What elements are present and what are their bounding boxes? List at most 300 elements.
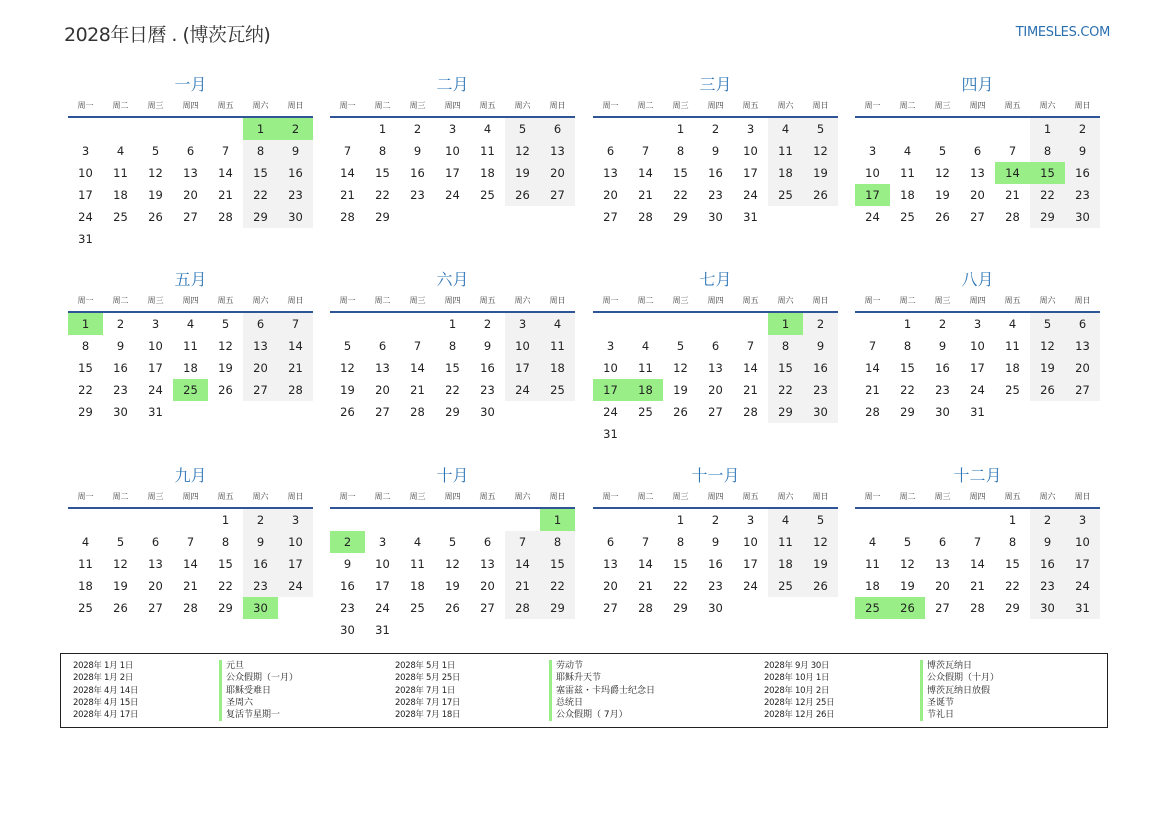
day-cell[interactable]: 27 bbox=[148, 601, 163, 615]
day-cell[interactable]: 3 bbox=[1065, 509, 1100, 531]
day-cell[interactable]: 17 bbox=[78, 188, 93, 202]
day-cell[interactable]: 15 bbox=[218, 557, 233, 571]
day-cell[interactable]: 27 bbox=[708, 405, 723, 419]
day-cell[interactable]: 26 bbox=[218, 383, 233, 397]
day-cell[interactable]: 14 bbox=[410, 361, 425, 375]
day-cell-holiday[interactable]: 25 bbox=[855, 597, 890, 619]
day-cell[interactable]: 18 bbox=[480, 166, 495, 180]
day-cell[interactable]: 7 bbox=[505, 531, 540, 553]
day-cell[interactable]: 2 bbox=[243, 509, 278, 531]
day-cell[interactable]: 23 bbox=[113, 383, 128, 397]
day-cell[interactable]: 20 bbox=[935, 579, 950, 593]
day-cell[interactable]: 6 bbox=[973, 144, 982, 158]
day-cell[interactable]: 23 bbox=[340, 601, 355, 615]
day-cell[interactable]: 29 bbox=[445, 405, 460, 419]
day-cell[interactable]: 28 bbox=[638, 210, 653, 224]
day-cell[interactable]: 8 bbox=[448, 339, 457, 353]
day-cell[interactable]: 18 bbox=[113, 188, 128, 202]
day-cell[interactable]: 2 bbox=[938, 317, 947, 331]
day-cell[interactable]: 24 bbox=[743, 579, 758, 593]
day-cell[interactable]: 1 bbox=[903, 317, 912, 331]
day-cell[interactable]: 26 bbox=[148, 210, 163, 224]
day-cell[interactable]: 21 bbox=[410, 383, 425, 397]
day-cell[interactable]: 30 bbox=[1065, 206, 1100, 228]
day-cell[interactable]: 21 bbox=[970, 579, 985, 593]
day-cell[interactable]: 21 bbox=[743, 383, 758, 397]
day-cell[interactable]: 15 bbox=[768, 357, 803, 379]
day-cell[interactable]: 11 bbox=[900, 166, 915, 180]
day-cell-holiday[interactable]: 1 bbox=[243, 118, 278, 140]
day-cell[interactable]: 6 bbox=[483, 535, 492, 549]
day-cell[interactable]: 4 bbox=[540, 313, 575, 335]
day-cell[interactable]: 14 bbox=[743, 361, 758, 375]
day-cell[interactable]: 10 bbox=[603, 361, 618, 375]
day-cell[interactable]: 18 bbox=[540, 357, 575, 379]
day-cell[interactable]: 14 bbox=[970, 557, 985, 571]
day-cell[interactable]: 29 bbox=[768, 401, 803, 423]
day-cell[interactable]: 25 bbox=[540, 379, 575, 401]
day-cell[interactable]: 3 bbox=[505, 313, 540, 335]
day-cell[interactable]: 26 bbox=[803, 184, 838, 206]
day-cell[interactable]: 28 bbox=[340, 210, 355, 224]
day-cell[interactable]: 17 bbox=[743, 557, 758, 571]
day-cell[interactable]: 22 bbox=[243, 184, 278, 206]
day-cell[interactable]: 4 bbox=[641, 339, 650, 353]
day-cell[interactable]: 23 bbox=[243, 575, 278, 597]
day-cell[interactable]: 11 bbox=[410, 557, 425, 571]
day-cell[interactable]: 9 bbox=[803, 335, 838, 357]
day-cell[interactable]: 8 bbox=[903, 339, 912, 353]
day-cell[interactable]: 7 bbox=[1008, 144, 1017, 158]
day-cell[interactable]: 21 bbox=[505, 575, 540, 597]
day-cell[interactable]: 6 bbox=[606, 535, 615, 549]
day-cell[interactable]: 17 bbox=[278, 553, 313, 575]
day-cell[interactable]: 12 bbox=[445, 557, 460, 571]
day-cell[interactable]: 7 bbox=[746, 339, 755, 353]
day-cell[interactable]: 7 bbox=[278, 313, 313, 335]
day-cell[interactable]: 22 bbox=[1005, 579, 1020, 593]
day-cell[interactable]: 29 bbox=[900, 405, 915, 419]
day-cell[interactable]: 3 bbox=[606, 339, 615, 353]
day-cell[interactable]: 31 bbox=[743, 210, 758, 224]
day-cell[interactable]: 9 bbox=[483, 339, 492, 353]
day-cell[interactable]: 5 bbox=[343, 339, 352, 353]
day-cell[interactable]: 1 bbox=[1030, 118, 1065, 140]
day-cell[interactable]: 23 bbox=[803, 379, 838, 401]
day-cell[interactable]: 19 bbox=[218, 361, 233, 375]
day-cell[interactable]: 10 bbox=[445, 144, 460, 158]
day-cell[interactable]: 13 bbox=[375, 361, 390, 375]
day-cell-holiday[interactable]: 26 bbox=[890, 597, 925, 619]
day-cell[interactable]: 3 bbox=[151, 317, 160, 331]
day-cell[interactable]: 5 bbox=[803, 118, 838, 140]
day-cell[interactable]: 30 bbox=[340, 623, 355, 637]
day-cell[interactable]: 12 bbox=[218, 339, 233, 353]
day-cell[interactable]: 21 bbox=[278, 357, 313, 379]
day-cell[interactable]: 10 bbox=[743, 535, 758, 549]
day-cell[interactable]: 24 bbox=[148, 383, 163, 397]
day-cell[interactable]: 24 bbox=[865, 210, 880, 224]
day-cell[interactable]: 12 bbox=[113, 557, 128, 571]
day-cell[interactable]: 19 bbox=[803, 162, 838, 184]
day-cell[interactable]: 11 bbox=[865, 557, 880, 571]
day-cell[interactable]: 4 bbox=[768, 509, 803, 531]
day-cell[interactable]: 3 bbox=[746, 122, 755, 136]
day-cell-holiday[interactable]: 1 bbox=[68, 313, 103, 335]
day-cell[interactable]: 18 bbox=[78, 579, 93, 593]
day-cell[interactable]: 9 bbox=[711, 535, 720, 549]
day-cell[interactable]: 7 bbox=[868, 339, 877, 353]
day-cell[interactable]: 12 bbox=[340, 361, 355, 375]
day-cell[interactable]: 16 bbox=[113, 361, 128, 375]
day-cell[interactable]: 22 bbox=[375, 188, 390, 202]
day-cell[interactable]: 18 bbox=[865, 579, 880, 593]
day-cell[interactable]: 29 bbox=[1030, 206, 1065, 228]
day-cell[interactable]: 17 bbox=[970, 361, 985, 375]
day-cell[interactable]: 9 bbox=[116, 339, 125, 353]
day-cell[interactable]: 5 bbox=[1030, 313, 1065, 335]
day-cell[interactable]: 9 bbox=[413, 144, 422, 158]
day-cell[interactable]: 25 bbox=[78, 601, 93, 615]
day-cell[interactable]: 25 bbox=[113, 210, 128, 224]
day-cell[interactable]: 9 bbox=[1065, 140, 1100, 162]
day-cell[interactable]: 31 bbox=[603, 427, 618, 441]
day-cell[interactable]: 4 bbox=[81, 535, 90, 549]
day-cell[interactable]: 20 bbox=[708, 383, 723, 397]
day-cell[interactable]: 18 bbox=[1005, 361, 1020, 375]
day-cell[interactable]: 8 bbox=[221, 535, 230, 549]
day-cell[interactable]: 12 bbox=[148, 166, 163, 180]
day-cell[interactable]: 12 bbox=[1030, 335, 1065, 357]
day-cell[interactable]: 13 bbox=[935, 557, 950, 571]
day-cell[interactable]: 14 bbox=[218, 166, 233, 180]
day-cell[interactable]: 16 bbox=[803, 357, 838, 379]
day-cell[interactable]: 20 bbox=[183, 188, 198, 202]
day-cell[interactable]: 16 bbox=[708, 557, 723, 571]
day-cell[interactable]: 7 bbox=[973, 535, 982, 549]
day-cell[interactable]: 9 bbox=[711, 144, 720, 158]
day-cell[interactable]: 29 bbox=[243, 206, 278, 228]
day-cell[interactable]: 19 bbox=[148, 188, 163, 202]
day-cell[interactable]: 11 bbox=[183, 339, 198, 353]
day-cell[interactable]: 19 bbox=[900, 579, 915, 593]
day-cell[interactable]: 15 bbox=[1005, 557, 1020, 571]
day-cell[interactable]: 19 bbox=[673, 383, 688, 397]
day-cell[interactable]: 6 bbox=[540, 118, 575, 140]
day-cell[interactable]: 20 bbox=[1065, 357, 1100, 379]
day-cell[interactable]: 1 bbox=[676, 513, 685, 527]
day-cell[interactable]: 7 bbox=[221, 144, 230, 158]
day-cell[interactable]: 7 bbox=[641, 144, 650, 158]
day-cell[interactable]: 18 bbox=[768, 553, 803, 575]
day-cell[interactable]: 20 bbox=[603, 579, 618, 593]
day-cell[interactable]: 9 bbox=[1030, 531, 1065, 553]
day-cell[interactable]: 24 bbox=[375, 601, 390, 615]
day-cell[interactable]: 19 bbox=[505, 162, 540, 184]
day-cell[interactable]: 25 bbox=[638, 405, 653, 419]
day-cell[interactable]: 27 bbox=[480, 601, 495, 615]
day-cell[interactable]: 13 bbox=[183, 166, 198, 180]
day-cell[interactable]: 28 bbox=[183, 601, 198, 615]
day-cell[interactable]: 13 bbox=[148, 557, 163, 571]
day-cell[interactable]: 27 bbox=[243, 379, 278, 401]
day-cell[interactable]: 26 bbox=[803, 575, 838, 597]
day-cell[interactable]: 7 bbox=[413, 339, 422, 353]
day-cell[interactable]: 20 bbox=[480, 579, 495, 593]
day-cell[interactable]: 25 bbox=[900, 210, 915, 224]
day-cell[interactable]: 27 bbox=[375, 405, 390, 419]
day-cell[interactable]: 31 bbox=[148, 405, 163, 419]
day-cell[interactable]: 14 bbox=[638, 166, 653, 180]
day-cell[interactable]: 11 bbox=[638, 361, 653, 375]
day-cell[interactable]: 11 bbox=[113, 166, 128, 180]
day-cell-holiday[interactable]: 1 bbox=[768, 313, 803, 335]
day-cell[interactable]: 1 bbox=[378, 122, 387, 136]
day-cell[interactable]: 21 bbox=[218, 188, 233, 202]
day-cell[interactable]: 27 bbox=[935, 601, 950, 615]
day-cell[interactable]: 6 bbox=[186, 144, 195, 158]
day-cell[interactable]: 23 bbox=[708, 188, 723, 202]
day-cell[interactable]: 17 bbox=[375, 579, 390, 593]
day-cell[interactable]: 13 bbox=[603, 166, 618, 180]
day-cell[interactable]: 23 bbox=[1065, 184, 1100, 206]
day-cell[interactable]: 30 bbox=[480, 405, 495, 419]
day-cell[interactable]: 26 bbox=[673, 405, 688, 419]
day-cell[interactable]: 24 bbox=[1065, 575, 1100, 597]
day-cell[interactable]: 10 bbox=[505, 335, 540, 357]
day-cell[interactable]: 22 bbox=[900, 383, 915, 397]
day-cell[interactable]: 4 bbox=[483, 122, 492, 136]
day-cell[interactable]: 5 bbox=[505, 118, 540, 140]
day-cell[interactable]: 20 bbox=[540, 162, 575, 184]
day-cell[interactable]: 27 bbox=[540, 184, 575, 206]
day-cell[interactable]: 16 bbox=[340, 579, 355, 593]
day-cell[interactable]: 23 bbox=[935, 383, 950, 397]
day-cell[interactable]: 22 bbox=[673, 188, 688, 202]
day-cell[interactable]: 5 bbox=[151, 144, 160, 158]
day-cell-holiday[interactable]: 17 bbox=[593, 379, 628, 401]
day-cell[interactable]: 6 bbox=[938, 535, 947, 549]
day-cell[interactable]: 1 bbox=[448, 317, 457, 331]
day-cell[interactable]: 7 bbox=[641, 535, 650, 549]
day-cell[interactable]: 13 bbox=[708, 361, 723, 375]
day-cell-holiday[interactable]: 1 bbox=[540, 509, 575, 531]
day-cell[interactable]: 4 bbox=[186, 317, 195, 331]
day-cell[interactable]: 8 bbox=[540, 531, 575, 553]
day-cell[interactable]: 10 bbox=[970, 339, 985, 353]
day-cell[interactable]: 9 bbox=[278, 140, 313, 162]
day-cell[interactable]: 17 bbox=[505, 357, 540, 379]
day-cell[interactable]: 18 bbox=[410, 579, 425, 593]
day-cell[interactable]: 6 bbox=[378, 339, 387, 353]
day-cell[interactable]: 17 bbox=[445, 166, 460, 180]
day-cell[interactable]: 5 bbox=[676, 339, 685, 353]
day-cell-holiday[interactable]: 15 bbox=[1030, 162, 1065, 184]
day-cell[interactable]: 28 bbox=[278, 379, 313, 401]
day-cell[interactable]: 2 bbox=[413, 122, 422, 136]
day-cell[interactable]: 3 bbox=[868, 144, 877, 158]
day-cell[interactable]: 22 bbox=[1030, 184, 1065, 206]
day-cell[interactable]: 24 bbox=[970, 383, 985, 397]
day-cell[interactable]: 5 bbox=[448, 535, 457, 549]
day-cell[interactable]: 9 bbox=[243, 531, 278, 553]
day-cell[interactable]: 14 bbox=[505, 553, 540, 575]
day-cell[interactable]: 21 bbox=[638, 579, 653, 593]
day-cell[interactable]: 26 bbox=[113, 601, 128, 615]
day-cell[interactable]: 12 bbox=[900, 557, 915, 571]
day-cell[interactable]: 29 bbox=[375, 210, 390, 224]
day-cell[interactable]: 17 bbox=[743, 166, 758, 180]
day-cell[interactable]: 10 bbox=[865, 166, 880, 180]
day-cell[interactable]: 15 bbox=[673, 166, 688, 180]
day-cell[interactable]: 24 bbox=[445, 188, 460, 202]
day-cell[interactable]: 15 bbox=[243, 162, 278, 184]
day-cell[interactable]: 29 bbox=[673, 601, 688, 615]
day-cell[interactable]: 15 bbox=[673, 557, 688, 571]
day-cell[interactable]: 23 bbox=[708, 579, 723, 593]
day-cell[interactable]: 29 bbox=[1005, 601, 1020, 615]
day-cell-holiday[interactable]: 25 bbox=[173, 379, 208, 401]
day-cell[interactable]: 15 bbox=[900, 361, 915, 375]
day-cell[interactable]: 14 bbox=[183, 557, 198, 571]
day-cell[interactable]: 3 bbox=[448, 122, 457, 136]
day-cell[interactable]: 9 bbox=[938, 339, 947, 353]
day-cell[interactable]: 11 bbox=[78, 557, 93, 571]
day-cell[interactable]: 25 bbox=[768, 184, 803, 206]
day-cell[interactable]: 7 bbox=[343, 144, 352, 158]
day-cell[interactable]: 28 bbox=[638, 601, 653, 615]
day-cell[interactable]: 8 bbox=[768, 335, 803, 357]
day-cell[interactable]: 16 bbox=[708, 166, 723, 180]
day-cell[interactable]: 26 bbox=[505, 184, 540, 206]
day-cell[interactable]: 20 bbox=[603, 188, 618, 202]
day-cell[interactable]: 19 bbox=[445, 579, 460, 593]
day-cell[interactable]: 5 bbox=[803, 509, 838, 531]
day-cell[interactable]: 5 bbox=[221, 317, 230, 331]
day-cell-holiday[interactable]: 18 bbox=[628, 379, 663, 401]
day-cell[interactable]: 2 bbox=[1065, 118, 1100, 140]
day-cell[interactable]: 11 bbox=[1005, 339, 1020, 353]
day-cell[interactable]: 10 bbox=[1065, 531, 1100, 553]
day-cell[interactable]: 21 bbox=[865, 383, 880, 397]
day-cell[interactable]: 8 bbox=[1030, 140, 1065, 162]
day-cell[interactable]: 1 bbox=[1008, 513, 1017, 527]
day-cell[interactable]: 31 bbox=[970, 405, 985, 419]
day-cell[interactable]: 12 bbox=[803, 531, 838, 553]
day-cell[interactable]: 25 bbox=[480, 188, 495, 202]
day-cell-holiday[interactable]: 14 bbox=[995, 162, 1030, 184]
day-cell[interactable]: 22 bbox=[218, 579, 233, 593]
day-cell[interactable]: 15 bbox=[78, 361, 93, 375]
day-cell[interactable]: 9 bbox=[343, 557, 352, 571]
day-cell[interactable]: 11 bbox=[480, 144, 495, 158]
day-cell[interactable]: 4 bbox=[868, 535, 877, 549]
day-cell[interactable]: 2 bbox=[711, 122, 720, 136]
day-cell[interactable]: 28 bbox=[865, 405, 880, 419]
day-cell[interactable]: 28 bbox=[1005, 210, 1020, 224]
day-cell[interactable]: 28 bbox=[218, 210, 233, 224]
day-cell[interactable]: 19 bbox=[340, 383, 355, 397]
day-cell[interactable]: 27 bbox=[603, 210, 618, 224]
day-cell[interactable]: 26 bbox=[445, 601, 460, 615]
day-cell[interactable]: 30 bbox=[803, 401, 838, 423]
day-cell[interactable]: 13 bbox=[603, 557, 618, 571]
day-cell[interactable]: 19 bbox=[113, 579, 128, 593]
day-cell[interactable]: 3 bbox=[378, 535, 387, 549]
day-cell[interactable]: 15 bbox=[540, 553, 575, 575]
day-cell[interactable]: 17 bbox=[1065, 553, 1100, 575]
day-cell[interactable]: 26 bbox=[1030, 379, 1065, 401]
day-cell[interactable]: 13 bbox=[480, 557, 495, 571]
day-cell[interactable]: 22 bbox=[445, 383, 460, 397]
day-cell[interactable]: 18 bbox=[900, 188, 915, 202]
day-cell[interactable]: 26 bbox=[340, 405, 355, 419]
day-cell[interactable]: 16 bbox=[243, 553, 278, 575]
day-cell[interactable]: 22 bbox=[540, 575, 575, 597]
day-cell[interactable]: 18 bbox=[183, 361, 198, 375]
day-cell[interactable]: 22 bbox=[673, 579, 688, 593]
day-cell[interactable]: 31 bbox=[1065, 597, 1100, 619]
day-cell[interactable]: 3 bbox=[278, 509, 313, 531]
day-cell[interactable]: 19 bbox=[803, 553, 838, 575]
day-cell[interactable]: 24 bbox=[743, 188, 758, 202]
day-cell[interactable]: 12 bbox=[935, 166, 950, 180]
day-cell[interactable]: 17 bbox=[148, 361, 163, 375]
day-cell[interactable]: 7 bbox=[186, 535, 195, 549]
day-cell[interactable]: 27 bbox=[1065, 379, 1100, 401]
day-cell[interactable]: 3 bbox=[81, 144, 90, 158]
day-cell[interactable]: 11 bbox=[768, 531, 803, 553]
day-cell[interactable]: 1 bbox=[221, 513, 230, 527]
day-cell[interactable]: 3 bbox=[973, 317, 982, 331]
day-cell[interactable]: 18 bbox=[768, 162, 803, 184]
day-cell[interactable]: 8 bbox=[243, 140, 278, 162]
day-cell[interactable]: 21 bbox=[183, 579, 198, 593]
day-cell[interactable]: 29 bbox=[673, 210, 688, 224]
day-cell[interactable]: 14 bbox=[278, 335, 313, 357]
day-cell[interactable]: 14 bbox=[865, 361, 880, 375]
day-cell[interactable]: 27 bbox=[183, 210, 198, 224]
day-cell[interactable]: 20 bbox=[970, 188, 985, 202]
day-cell[interactable]: 4 bbox=[903, 144, 912, 158]
site-link[interactable]: TIMESLES.COM bbox=[1015, 25, 1110, 40]
day-cell[interactable]: 25 bbox=[768, 575, 803, 597]
day-cell[interactable]: 28 bbox=[970, 601, 985, 615]
day-cell[interactable]: 13 bbox=[243, 335, 278, 357]
day-cell[interactable]: 28 bbox=[505, 597, 540, 619]
day-cell[interactable]: 6 bbox=[151, 535, 160, 549]
day-cell[interactable]: 22 bbox=[768, 379, 803, 401]
day-cell[interactable]: 19 bbox=[1030, 357, 1065, 379]
day-cell[interactable]: 10 bbox=[148, 339, 163, 353]
day-cell[interactable]: 28 bbox=[410, 405, 425, 419]
day-cell[interactable]: 2 bbox=[116, 317, 125, 331]
day-cell[interactable]: 29 bbox=[540, 597, 575, 619]
day-cell[interactable]: 24 bbox=[603, 405, 618, 419]
day-cell[interactable]: 1 bbox=[676, 122, 685, 136]
day-cell-holiday[interactable]: 17 bbox=[855, 184, 890, 206]
day-cell[interactable]: 31 bbox=[375, 623, 390, 637]
day-cell[interactable]: 30 bbox=[708, 601, 723, 615]
day-cell[interactable]: 16 bbox=[410, 166, 425, 180]
day-cell[interactable]: 2 bbox=[803, 313, 838, 335]
day-cell[interactable]: 14 bbox=[638, 557, 653, 571]
day-cell[interactable]: 6 bbox=[1065, 313, 1100, 335]
day-cell[interactable]: 24 bbox=[78, 210, 93, 224]
day-cell[interactable]: 23 bbox=[410, 188, 425, 202]
day-cell[interactable]: 5 bbox=[938, 144, 947, 158]
day-cell[interactable]: 10 bbox=[743, 144, 758, 158]
